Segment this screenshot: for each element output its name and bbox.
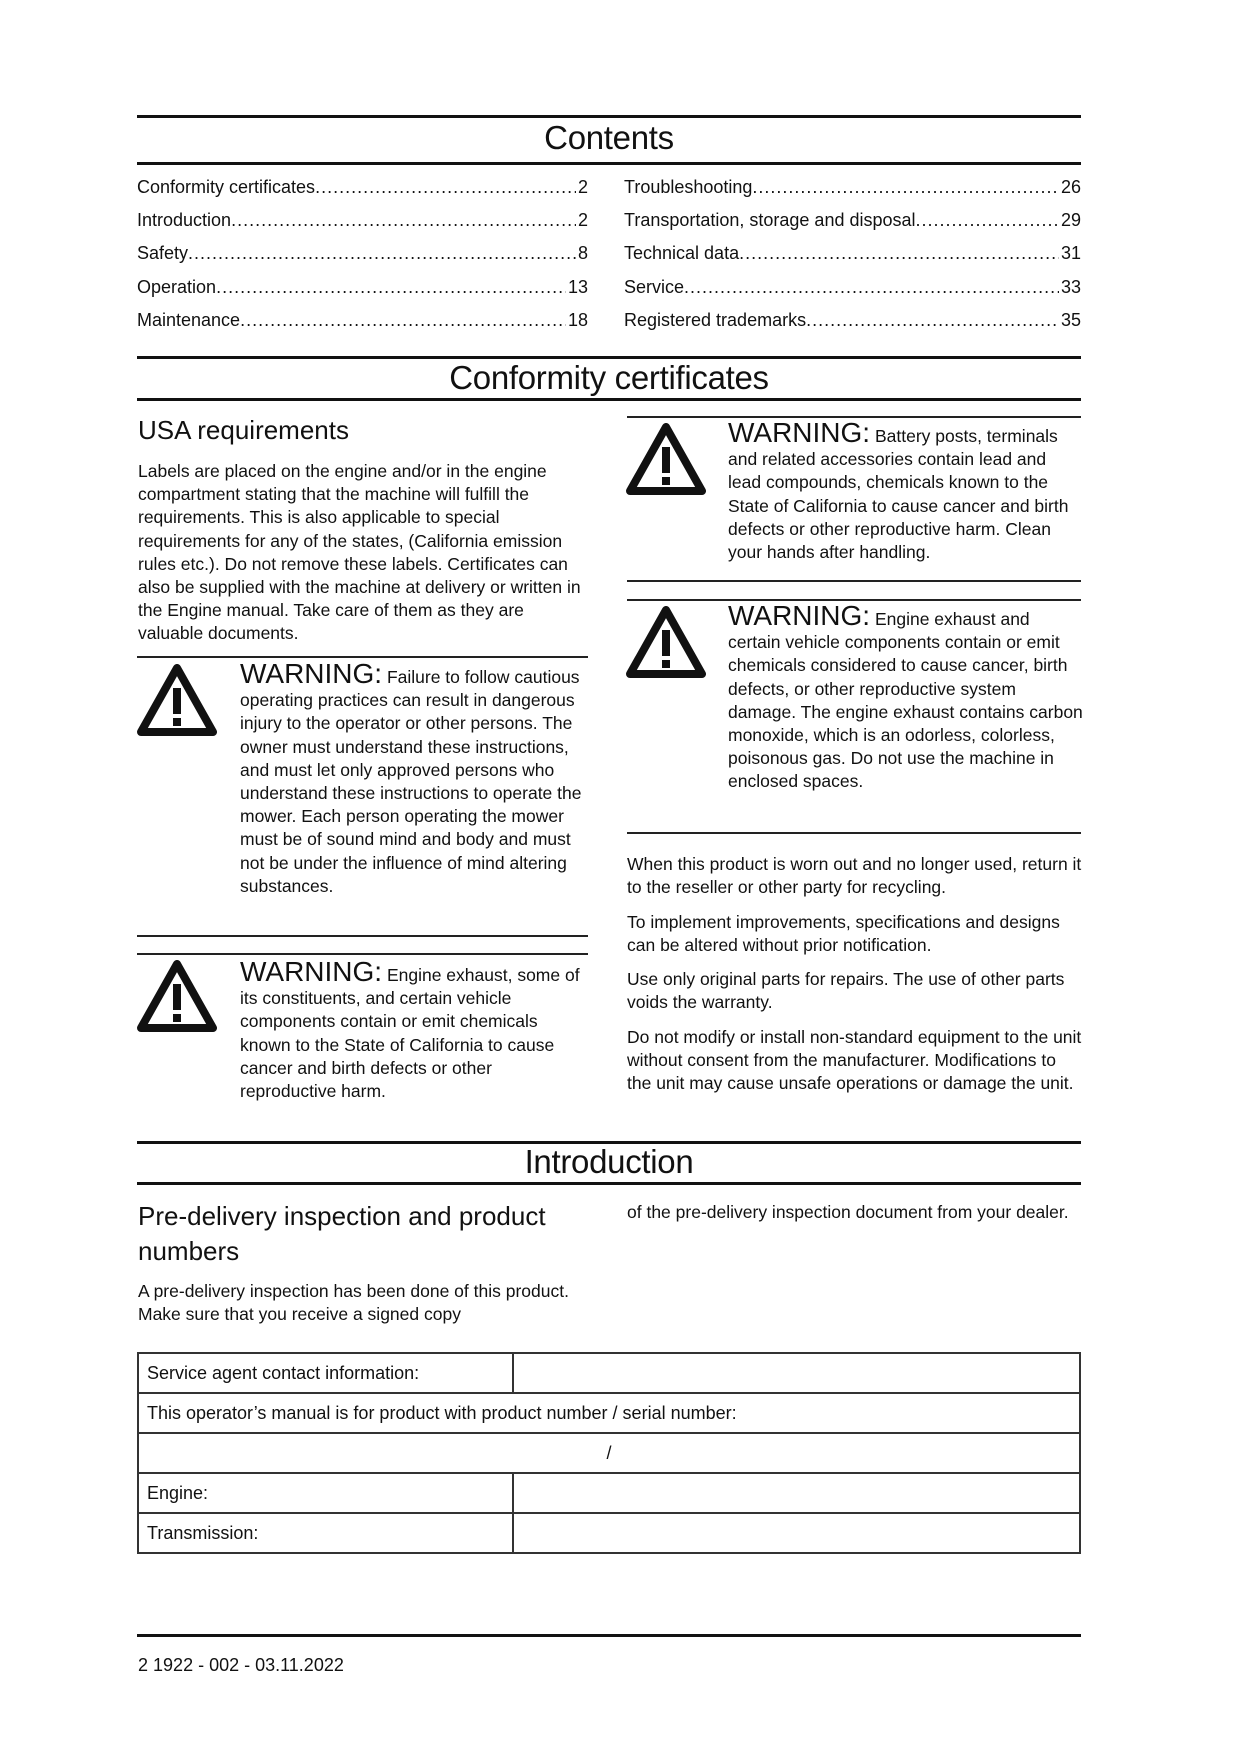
warning-rule bbox=[137, 935, 588, 937]
warning-rule bbox=[627, 832, 1081, 834]
usa-requirements-text: Labels are placed on the engine and/or in the engine compartment stating that the machine will fulfill the requirements. This is also applicable to special requirements for any of the states, (California emission rules etc.). Do not remove these labels. Certificates can also be supplied with the machine at delivery or written in the Engine manual. Take care of them as they are valuable documents. bbox=[138, 461, 581, 644]
improvements-paragraph: To implement improvements, specifications and designs can be altered without prior notification. bbox=[627, 912, 1060, 956]
conformity-bottom-rule bbox=[137, 398, 1081, 401]
toc-label: Conformity certificates bbox=[137, 177, 316, 197]
warning-right-1 bbox=[728, 417, 1083, 564]
toc-leader bbox=[806, 310, 1059, 331]
warning-rule bbox=[137, 953, 588, 955]
pre-delivery-heading: Pre-delivery inspection and product numbers bbox=[138, 1201, 546, 1266]
toc-label: Troubleshooting bbox=[624, 177, 753, 197]
warning-text: Battery posts, terminals and related accessories contain lead and lead compounds, chemicals known to the State of California to cause cancer and birth defects or other reproductive harm. Clean your hands after handling. bbox=[728, 426, 1069, 563]
recycling-paragraph: When this product is worn out and no longer used, return it to the reseller or other party for recycling. bbox=[627, 854, 1082, 898]
warning-triangle-icon bbox=[626, 606, 706, 678]
table-row bbox=[138, 1353, 1080, 1393]
toc-label: Introduction bbox=[137, 210, 232, 230]
toc-leader bbox=[684, 277, 1059, 298]
table-row bbox=[138, 1513, 1080, 1553]
table-row bbox=[138, 1473, 1080, 1513]
toc-leader bbox=[916, 210, 1059, 231]
pre-delivery-text-right: of the pre-delivery inspection document from your dealer. bbox=[627, 1202, 1069, 1222]
introduction-bottom-rule bbox=[137, 1182, 1081, 1185]
product-serial-field[interactable]: / bbox=[138, 1433, 1080, 1473]
toc-page: 29 bbox=[1060, 210, 1081, 230]
warning-text: Engine exhaust and certain vehicle components contain or emit chemicals considered to cause cancer, birth defects, or other reproductive system damage. The engine exhaust contains carbon monoxide, which is an odorless, colorless, poisonous gas. Do not use the machine in enclosed spaces. bbox=[728, 609, 1083, 792]
toc-label: Registered trademarks bbox=[624, 310, 807, 330]
contents-bottom-rule bbox=[137, 162, 1081, 165]
transmission-value[interactable] bbox=[513, 1513, 1080, 1553]
page-number: 2 bbox=[138, 1655, 149, 1675]
toc-label: Transportation, storage and disposal bbox=[624, 210, 916, 230]
warning-text: Engine exhaust, some of its constituents, and certain vehicle components contain or emit chemicals known to the State of California to cause cancer and birth defects or other reproductive harm. bbox=[240, 965, 580, 1102]
introduction-title: Introduction bbox=[524, 1143, 694, 1180]
toc-page: 13 bbox=[567, 277, 588, 297]
conformity-title: Conformity certificates bbox=[449, 359, 769, 396]
pre-delivery-text-left: A pre-delivery inspection has been done of this product. Make sure that you receive a signed copy bbox=[138, 1281, 569, 1325]
transmission-label: Transmission: bbox=[138, 1513, 513, 1553]
warning-text: Failure to follow cautious operating practices can result in dangerous injury to the operator or other persons. The owner must understand these instructions, and must let only approved persons who understand these instructions to operate the mower. Each person operating the mower must be of sound mind and body and must not be under the influence of mind altering substances. bbox=[240, 667, 582, 896]
engine-value[interactable] bbox=[513, 1473, 1080, 1513]
toc-entry[interactable] bbox=[624, 277, 1081, 298]
toc-page: 18 bbox=[567, 310, 588, 330]
toc-entry[interactable] bbox=[624, 177, 1081, 198]
warning-right-2 bbox=[728, 600, 1083, 794]
contents-title: Contents bbox=[544, 119, 674, 156]
footer-rule bbox=[137, 1634, 1081, 1637]
warning-label: WARNING: bbox=[240, 956, 383, 987]
original-parts-paragraph: Use only original parts for repairs. The use of other parts voids the warranty. bbox=[627, 969, 1065, 1013]
warning-left-1 bbox=[240, 658, 590, 898]
toc-label: Maintenance bbox=[137, 310, 241, 330]
toc-entry[interactable] bbox=[624, 210, 1081, 231]
toc-leader bbox=[188, 243, 576, 264]
toc-leader bbox=[231, 210, 576, 231]
usa-requirements-heading: USA requirements bbox=[138, 415, 349, 445]
document-reference: 1922 - 002 - 03.11.2022 bbox=[153, 1655, 344, 1675]
toc-page: 33 bbox=[1060, 277, 1081, 297]
contents-top-rule bbox=[137, 115, 1081, 118]
toc-label: Safety bbox=[137, 243, 189, 263]
toc-leader bbox=[216, 277, 566, 298]
toc-leader bbox=[315, 177, 576, 198]
product-info-table bbox=[137, 1352, 1081, 1554]
toc-entry[interactable] bbox=[137, 243, 588, 264]
toc-entry[interactable] bbox=[624, 243, 1081, 264]
engine-label: Engine: bbox=[138, 1473, 513, 1513]
toc-label: Operation bbox=[137, 277, 217, 297]
toc-page: 2 bbox=[577, 210, 588, 230]
toc-leader bbox=[752, 177, 1059, 198]
modifications-paragraph: Do not modify or install non-standard equipment to the unit without consent from the manufacturer. Modifications to the unit may cause unsafe operations or damage the unit. bbox=[627, 1027, 1082, 1094]
toc-label: Service bbox=[624, 277, 685, 297]
toc-entry[interactable] bbox=[137, 210, 588, 231]
footer bbox=[138, 1655, 344, 1676]
toc-entry[interactable] bbox=[624, 310, 1081, 331]
toc-leader bbox=[739, 243, 1059, 264]
warning-label: WARNING: bbox=[240, 658, 383, 689]
table-row bbox=[138, 1433, 1080, 1473]
toc-page: 35 bbox=[1060, 310, 1081, 330]
toc-entry[interactable] bbox=[137, 277, 588, 298]
warning-rule bbox=[627, 580, 1081, 582]
warning-triangle-icon bbox=[137, 664, 217, 736]
toc-page: 8 bbox=[577, 243, 588, 263]
warning-left-2 bbox=[240, 956, 590, 1103]
warning-label: WARNING: bbox=[728, 417, 871, 448]
table-row bbox=[138, 1393, 1080, 1433]
toc-page: 31 bbox=[1060, 243, 1081, 263]
warning-triangle-icon bbox=[137, 960, 217, 1032]
toc-leader bbox=[240, 310, 566, 331]
toc-label: Technical data bbox=[624, 243, 740, 263]
warning-triangle-icon bbox=[626, 423, 706, 495]
toc-page: 2 bbox=[577, 177, 588, 197]
toc-entry[interactable] bbox=[137, 177, 588, 198]
service-agent-label: Service agent contact information: bbox=[138, 1353, 513, 1393]
toc-entry[interactable] bbox=[137, 310, 588, 331]
service-agent-value[interactable] bbox=[513, 1353, 1080, 1393]
toc-page: 26 bbox=[1060, 177, 1081, 197]
manual-for-label: This operator’s manual is for product with product number / serial number: bbox=[138, 1393, 1080, 1433]
warning-label: WARNING: bbox=[728, 600, 871, 631]
